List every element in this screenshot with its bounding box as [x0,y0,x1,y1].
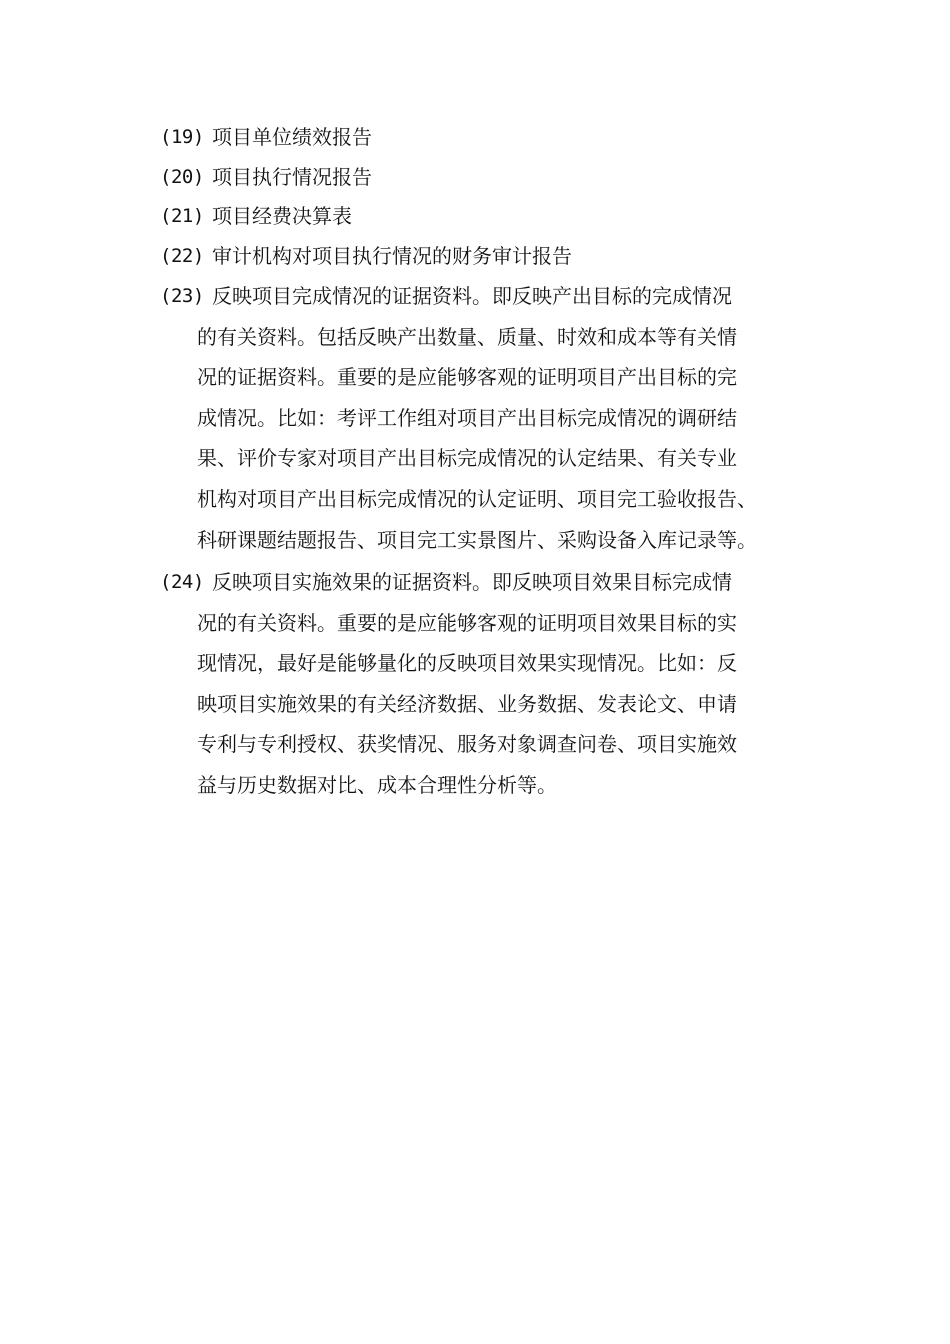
item-text [212,236,820,277]
item-text [212,196,820,237]
item-text [212,117,820,158]
text-line: 映项目实施效果的有关经济数据、业务数据、发表论文、申请 [197,691,737,716]
list-item-22 [160,236,820,277]
text-line: 专利与专利授权、获奖情况、服务对象调查问卷、项目实施效 [197,732,737,757]
text-line: 项目经费决算表 [212,204,352,228]
text-line: 的有关资料。包括反映产出数量、质量、时效和成本等有关情 [197,324,737,349]
text-line: 项目执行情况报告 [212,165,372,189]
text-line: 况的证据资料。重要的是应能够客观的证明项目产出目标的完 [197,365,737,390]
list-item-23 [160,276,820,560]
text-line: 现情况，最好是能够量化的反映项目效果实现情况。比如：反 [197,651,737,676]
item-text [197,562,820,806]
item-number: (20) [160,166,204,188]
text-line: 益与历史数据对比、成本合理性分析等。 [197,772,557,797]
list-item-19 [160,117,820,158]
item-number: (21) [160,205,204,227]
text-line: 项目单位绩效报告 [212,125,372,149]
item-number: (19) [160,126,204,148]
item-number: (23) [160,285,204,307]
text-line: 况的有关资料。重要的是应能够客观的证明项目效果目标的实 [197,610,737,635]
text-line: 成情况。比如：考评工作组对项目产出目标完成情况的调研结 [197,405,737,430]
text-line: 审计机构对项目执行情况的财务审计报告 [212,244,572,268]
item-text [197,276,820,560]
list-item-20 [160,157,820,198]
item-number: (24) [160,571,204,593]
item-number: (22) [160,245,204,267]
list-item-21 [160,196,820,237]
item-text [212,157,820,198]
text-line: 反映项目完成情况的证据资料。即反映产出目标的完成情况 [212,284,732,308]
text-line: 果、评价专家对项目产出目标完成情况的认定结果、有关专业 [197,446,737,471]
list-item-24 [160,562,820,806]
text-line: 反映项目实施效果的证据资料。即反映项目效果目标完成情 [212,570,732,594]
text-line: 机构对项目产出目标完成情况的认定证明、项目完工验收报告、 [197,486,757,511]
text-line: 科研课题结题报告、项目完工实景图片、采购设备入库记录等。 [197,527,757,552]
